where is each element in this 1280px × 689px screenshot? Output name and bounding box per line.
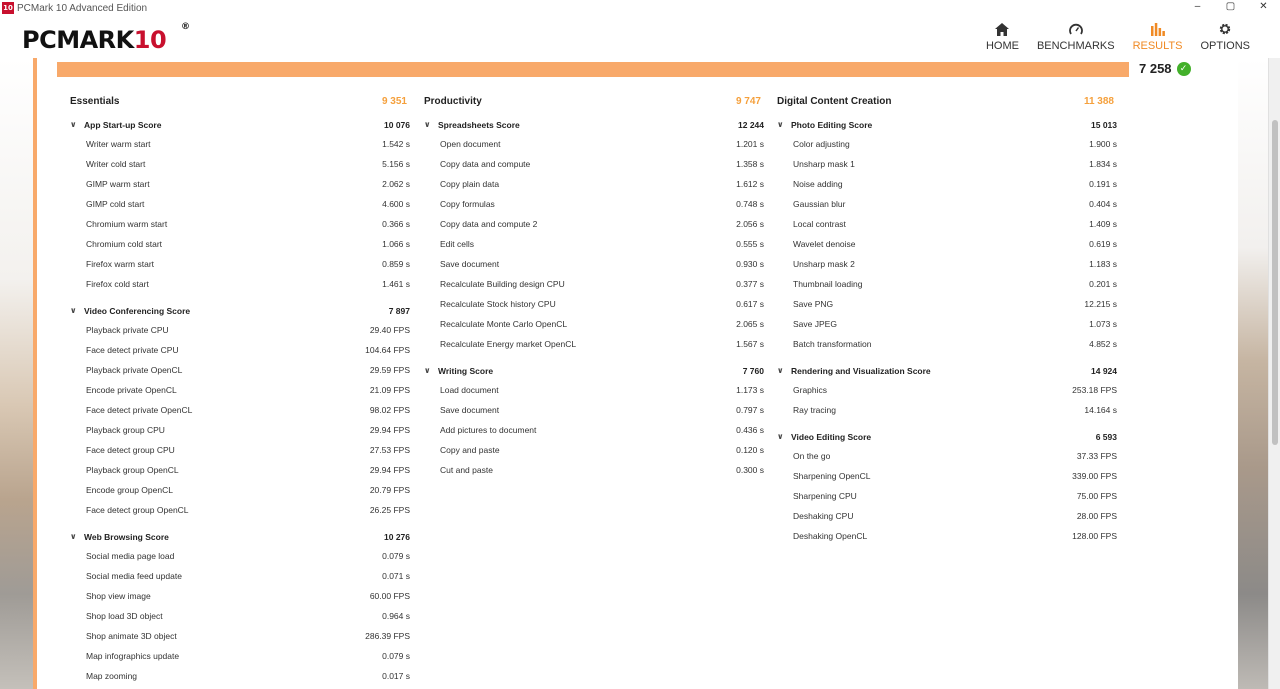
group-rows [70,546,410,686]
result-row [424,134,764,154]
result-label: Encode private OpenCL [86,385,177,395]
chevron-down-icon[interactable]: ∨ [424,120,431,129]
result-label: Recalculate Stock history CPU [440,299,556,309]
chevron-down-icon[interactable]: ∨ [424,366,431,375]
pcmark-logo [22,22,190,54]
result-row [424,254,764,274]
result-label: Copy data and compute 2 [440,219,538,229]
scrollbar-thumb[interactable] [1272,120,1278,445]
result-value: 1.612 s [736,179,764,189]
column-header [70,95,410,108]
result-value: 1.834 s [1089,159,1117,169]
result-value: 0.436 s [736,425,764,435]
result-value: 0.191 s [1089,179,1117,189]
result-value: 0.201 s [1089,279,1117,289]
result-row [70,320,410,340]
result-row [70,440,410,460]
result-row [424,440,764,460]
result-row [777,294,1117,314]
group-score: 14 924 [1091,365,1117,376]
result-value: 29.94 FPS [369,425,410,435]
result-value: 253.18 FPS [1072,385,1117,395]
result-value: 20.79 FPS [369,485,410,495]
result-label: Playback private CPU [86,325,169,335]
result-value: 104.64 FPS [365,345,410,355]
group-title-wrap [777,366,931,376]
result-label: Face detect group OpenCL [86,505,189,515]
nav-results[interactable] [1133,19,1183,52]
result-row [70,360,410,380]
result-label: Color adjusting [793,139,850,149]
chevron-down-icon[interactable]: ∨ [777,432,784,441]
result-value: 2.056 s [736,219,764,229]
result-label: Chromium cold start [86,239,163,249]
result-value: 0.930 s [736,259,764,269]
result-row [777,274,1117,294]
result-value: 98.02 FPS [369,405,410,415]
result-value: 26.25 FPS [369,505,410,515]
results-column [777,95,1117,546]
result-row [777,486,1117,506]
overall-score-value: 7 258 [1139,61,1172,76]
result-value: 0.555 s [736,239,764,249]
window-title: PCMark 10 Advanced Edition [17,2,148,14]
logo-ten: 10 [133,26,167,54]
result-row [424,274,764,294]
result-label: Cut and paste [440,465,493,475]
result-label: Ray tracing [793,405,836,415]
group-title-wrap [70,120,161,130]
result-label: Save PNG [793,299,834,309]
result-label: Playback group OpenCL [86,465,179,475]
result-value: 0.079 s [382,551,410,561]
score-group [70,304,410,520]
chevron-down-icon[interactable]: ∨ [777,120,784,129]
result-label: Copy and paste [440,445,500,455]
result-value: 1.542 s [382,139,410,149]
group-title-wrap [777,120,872,130]
column-title: Digital Content Creation [777,96,892,107]
result-value: 0.017 s [382,671,410,681]
result-label: Recalculate Building design CPU [440,279,565,289]
column-header [777,95,1117,108]
result-row [777,466,1117,486]
result-label: Shop load 3D object [86,611,163,621]
result-row [777,506,1117,526]
result-row [777,174,1117,194]
column-title: Essentials [70,96,120,107]
result-row [777,154,1117,174]
result-row [70,546,410,566]
score-group [777,430,1117,546]
result-label: Copy data and compute [440,159,531,169]
result-label: Noise adding [793,179,843,189]
result-row [777,234,1117,254]
result-label: Social media feed update [86,571,182,581]
maximize-button[interactable]: ▢ [1225,1,1236,12]
nav-home[interactable] [986,19,1019,52]
result-row [777,254,1117,274]
result-label: Open document [440,139,501,149]
result-label: Recalculate Energy market OpenCL [440,339,577,349]
result-label: Save document [440,405,500,415]
result-value: 4.600 s [382,199,410,209]
result-value: 0.120 s [736,445,764,455]
result-value: 0.748 s [736,199,764,209]
group-header[interactable] [424,364,764,377]
overall-score-bar [57,62,1129,77]
group-score: 10 276 [384,531,410,542]
result-value: 1.900 s [1089,139,1117,149]
result-row [424,334,764,354]
result-label: Shop animate 3D object [86,631,177,641]
group-score: 12 244 [738,119,764,130]
logo-registered: ® [181,22,190,32]
result-row [70,234,410,254]
result-label: Face detect private OpenCL [86,405,193,415]
result-row [70,194,410,214]
logo-text: PCMARK [22,26,134,54]
group-header[interactable] [777,118,1117,131]
group-title: App Start-up Score [84,119,162,130]
result-label: Chromium warm start [86,219,168,229]
result-row [70,566,410,586]
chevron-down-icon[interactable]: ∨ [70,306,77,315]
result-label: Sharpening CPU [793,491,857,501]
result-value: 0.300 s [736,465,764,475]
result-label: Firefox warm start [86,259,155,269]
nav-options-label: OPTIONS [1200,40,1250,52]
group-score: 15 013 [1091,119,1117,130]
result-label: Deshaking OpenCL [793,531,868,541]
result-label: Sharpening OpenCL [793,471,871,481]
result-label: Shop view image [86,591,151,601]
result-row [70,586,410,606]
column-score: 11 388 [1083,96,1114,107]
group-header[interactable] [424,118,764,131]
result-row [70,254,410,274]
app-header [0,16,1280,58]
group-score: 7 897 [388,305,410,316]
result-label: Copy formulas [440,199,495,209]
column-score: 9 351 [381,96,407,107]
result-label: Social media page load [86,551,175,561]
result-value: 4.852 s [1089,339,1117,349]
result-value: 29.59 FPS [369,365,410,375]
result-label: Map infographics update [86,651,180,661]
group-title-wrap [70,306,190,316]
group-title-wrap [777,432,871,442]
result-label: Writer warm start [86,139,151,149]
group-title-wrap [424,120,520,130]
result-row [424,294,764,314]
result-value: 0.404 s [1089,199,1117,209]
result-label: GIMP cold start [86,199,145,209]
result-row [70,174,410,194]
close-button[interactable]: ✕ [1259,1,1268,12]
result-row [70,606,410,626]
chevron-down-icon[interactable]: ∨ [70,120,77,129]
group-title: Web Browsing Score [84,531,169,542]
result-row [70,646,410,666]
result-value: 29.94 FPS [369,465,410,475]
result-value: 2.065 s [736,319,764,329]
result-value: 21.09 FPS [369,385,410,395]
group-rows [70,320,410,520]
group-title-wrap [70,532,169,542]
result-label: Thumbnail loading [793,279,863,289]
group-header[interactable] [777,364,1117,377]
bar-chart-icon [1148,19,1168,39]
nav-benchmarks-label: BENCHMARKS [1036,40,1115,52]
group-score: 7 760 [742,365,764,376]
result-label: GIMP warm start [86,179,150,189]
result-label: Load document [440,385,499,395]
group-title: Video Conferencing Score [84,305,191,316]
result-value: 0.797 s [736,405,764,415]
result-value: 0.079 s [382,651,410,661]
group-rows [777,380,1117,420]
result-row [424,194,764,214]
gauge-icon [1066,19,1086,39]
result-row [424,174,764,194]
score-group [777,364,1117,420]
score-group [70,118,410,294]
results-panel [33,58,1238,689]
title-bar [0,0,1280,16]
group-title: Photo Editing Score [791,119,873,130]
result-label: Local contrast [793,219,846,229]
result-value: 0.377 s [736,279,764,289]
result-label: Gaussian blur [793,199,846,209]
result-label: Face detect private CPU [86,345,179,355]
result-value: 0.619 s [1089,239,1117,249]
result-value: 1.358 s [736,159,764,169]
group-header[interactable] [777,430,1117,443]
result-row [777,194,1117,214]
result-value: 1.461 s [382,279,410,289]
result-row [424,400,764,420]
result-label: Wavelet denoise [793,239,856,249]
result-row [70,274,410,294]
result-label: Firefox cold start [86,279,149,289]
result-label: On the go [793,451,831,461]
chevron-down-icon[interactable]: ∨ [777,366,784,375]
home-icon [992,19,1012,39]
result-value: 12.215 s [1084,299,1117,309]
overall-score [1139,61,1191,76]
result-row [70,380,410,400]
result-value: 2.062 s [382,179,410,189]
result-row [70,154,410,174]
result-row [777,314,1117,334]
result-label: Save document [440,259,500,269]
result-row [424,420,764,440]
result-value: 1.183 s [1089,259,1117,269]
result-row [777,214,1117,234]
result-value: 75.00 FPS [1076,491,1117,501]
result-label: Map zooming [86,671,138,681]
result-value: 27.53 FPS [369,445,410,455]
result-row [70,626,410,646]
result-value: 339.00 FPS [1072,471,1117,481]
result-row [424,380,764,400]
gear-icon [1215,19,1235,39]
group-title: Video Editing Score [791,431,872,442]
result-label: Playback private OpenCL [86,365,183,375]
nav-home-label: HOME [985,40,1019,52]
result-row [70,214,410,234]
result-value: 5.156 s [382,159,410,169]
score-group [424,364,764,480]
result-label: Copy plain data [440,179,500,189]
column-title: Productivity [424,96,482,107]
result-value: 28.00 FPS [1076,511,1117,521]
result-value: 1.409 s [1089,219,1117,229]
result-label: Playback group CPU [86,425,165,435]
result-row [70,340,410,360]
group-score: 10 076 [384,119,410,130]
result-value: 1.173 s [736,385,764,395]
result-row [777,400,1117,420]
nav-options[interactable] [1200,19,1250,52]
result-row [777,526,1117,546]
results-column [424,95,764,480]
group-header[interactable] [70,530,410,543]
result-label: Graphics [793,385,828,395]
result-value: 0.859 s [382,259,410,269]
nav-results-label: RESULTS [1132,40,1183,52]
result-label: Writer cold start [86,159,146,169]
group-rows [777,446,1117,546]
result-label: Save JPEG [793,319,837,329]
result-row [70,500,410,520]
result-value: 29.40 FPS [369,325,410,335]
group-rows [777,134,1117,354]
chevron-down-icon[interactable]: ∨ [70,532,77,541]
result-row [777,134,1117,154]
result-row [70,400,410,420]
result-row [777,446,1117,466]
result-value: 0.964 s [382,611,410,621]
score-group [777,118,1117,354]
score-group [424,118,764,354]
result-row [70,480,410,500]
result-label: Face detect group CPU [86,445,175,455]
background-image-left [0,58,33,689]
result-value: 0.617 s [736,299,764,309]
group-title: Rendering and Visualization Score [791,365,931,376]
result-label: Unsharp mask 1 [793,159,855,169]
result-label: Deshaking CPU [793,511,854,521]
result-row [70,134,410,154]
checkmark-icon: ✓ [1177,62,1191,76]
result-row [70,460,410,480]
result-value: 1.066 s [382,239,410,249]
result-value: 286.39 FPS [365,631,410,641]
group-title-wrap [424,366,493,376]
result-row [70,666,410,686]
result-value: 37.33 FPS [1076,451,1117,461]
window-controls [1181,0,1280,16]
result-row [424,234,764,254]
column-score: 9 747 [735,96,761,107]
result-value: 1.567 s [736,339,764,349]
result-value: 14.164 s [1084,405,1117,415]
group-score: 6 593 [1095,431,1117,442]
group-rows [424,380,764,480]
result-label: Unsharp mask 2 [793,259,855,269]
result-row [424,214,764,234]
result-value: 128.00 FPS [1072,531,1117,541]
result-label: Recalculate Monte Carlo OpenCL [440,319,568,329]
minimize-button[interactable]: – [1194,1,1201,12]
group-header[interactable] [70,118,410,131]
group-title: Spreadsheets Score [438,119,520,130]
result-row [777,334,1117,354]
result-label: Edit cells [440,239,475,249]
group-rows [70,134,410,294]
nav-benchmarks[interactable] [1037,19,1115,52]
group-rows [424,134,764,354]
result-value: 60.00 FPS [369,591,410,601]
group-header[interactable] [70,304,410,317]
result-row [70,420,410,440]
result-row [424,154,764,174]
result-label: Encode group OpenCL [86,485,173,495]
app-icon: 10 [3,4,13,12]
result-label: Batch transformation [793,339,872,349]
result-row [424,314,764,334]
result-value: 1.201 s [736,139,764,149]
score-group [70,530,410,686]
result-value: 0.366 s [382,219,410,229]
result-label: Add pictures to document [440,425,537,435]
result-value: 0.071 s [382,571,410,581]
scrollbar[interactable] [1268,58,1280,689]
column-header [424,95,764,108]
group-title: Writing Score [438,365,494,376]
result-row [424,460,764,480]
main-nav [968,19,1250,52]
result-row [777,380,1117,400]
result-value: 1.073 s [1089,319,1117,329]
results-column [70,95,410,686]
